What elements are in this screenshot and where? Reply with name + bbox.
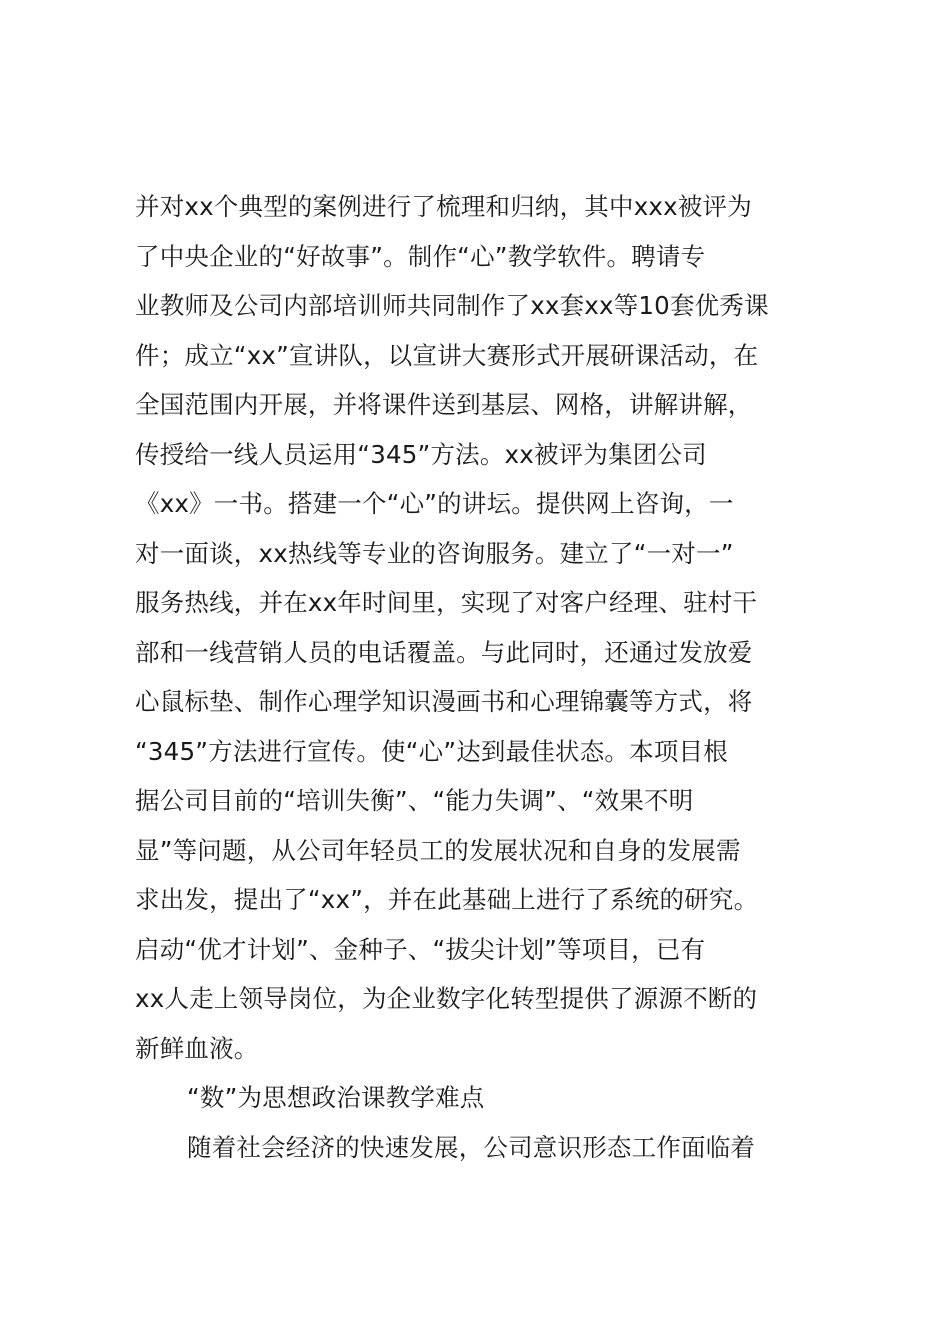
paragraph-line-6: 传授给一线人员运用“345”方法。xx被评为集团公司 (135, 439, 707, 469)
paragraph-line-16: 启动“优才计划”、金种子、“拔尖计划”等项目，已有 (135, 934, 706, 964)
paragraph-line-1: 并对xx个典型的案例进行了梳理和归纳，其中xxx被评为 (135, 192, 752, 221)
paragraph-line-5: 全国范围内开展，并将课件送到基层、网格，讲解讲解， (135, 390, 753, 419)
paragraph-line-18: 新鲜血液。 (135, 1033, 259, 1063)
paragraph-line-12: “345”方法进行宣传。使“心”达到最佳状态。本项目根 (135, 736, 728, 766)
section-heading: “数”为思想政治课教学难点 (187, 1083, 485, 1112)
body-text (135, 182, 855, 1172)
next-paragraph-line-1: 随着社会经济的快速发展，公司意识形态工作面临着 (187, 1132, 756, 1162)
paragraph-line-13: 据公司目前的“培训失衡”、“能力失调”、“效果不明 (135, 786, 694, 815)
paragraph-line-14: 显”等问题，从公司年轻员工的发展状况和自身的发展需 (135, 835, 741, 865)
paragraph-line-11: 心鼠标垫、制作心理学知识漫画书和心理锦囊等方式，将 (135, 687, 753, 716)
paragraph-line-9: 服务热线，并在xx年时间里，实现了对客户经理、驻村干 (135, 588, 758, 617)
paragraph-line-10: 部和一线营销人员的电话覆盖。与此同时，还通过发放爱 (135, 637, 753, 667)
paragraph-line-2: 了中央企业的“好故事”。制作“心”教学软件。聘请专 (135, 241, 706, 271)
paragraph-line-4: 件；成立“xx”宣讲队，以宣讲大赛形式开展研课活动，在 (135, 340, 759, 370)
paragraph-line-8: 对一面谈，xx热线等专业的咨询服务。建立了“一对一” (135, 538, 734, 568)
paragraph-line-17: xx人走上领导岗位，为企业数字化转型提供了源源不断的 (135, 984, 758, 1013)
paragraph-line-3: 业教师及公司内部培训师共同制作了xx套xx等10套优秀课 (135, 291, 769, 320)
paragraph-line-7: 《xx》一书。搭建一个“心”的讲坛。提供网上咨询，一 (135, 489, 734, 518)
paragraph-line-15: 求出发，提出了“xx”，并在此基础上进行了系统的研究。 (135, 885, 759, 914)
